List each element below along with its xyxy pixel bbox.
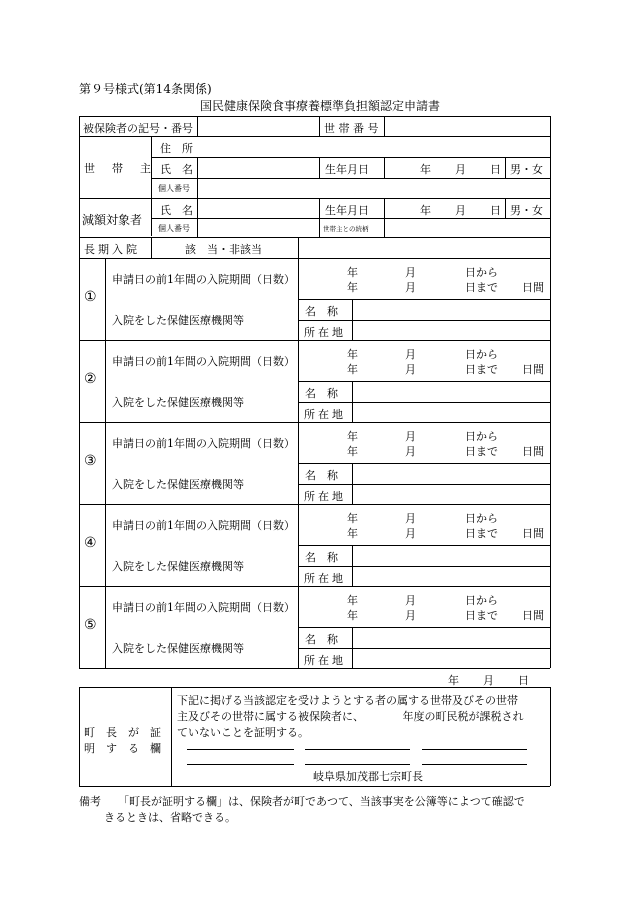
month-label: 月 (405, 609, 416, 622)
period-number: ② (84, 371, 97, 387)
target-name-label: 氏 名 (160, 204, 193, 217)
householder-name-label: 氏 名 (160, 163, 193, 176)
stay-period-label: 申請日の前1年間の入院期間（日数） (112, 519, 295, 532)
year-label: 年 (347, 594, 358, 607)
facility-label: 入院をした保健医療機関等 (112, 314, 244, 327)
days-label: 日間 (522, 527, 544, 540)
until-label: 日まで (465, 363, 498, 376)
facility-location-label: 所在地 (304, 326, 346, 339)
facility-name-label: 名 称 (305, 633, 338, 646)
insured-number-label: 被保険者の記号・番号 (83, 122, 193, 135)
target-id-label: 個人番号 (158, 224, 190, 233)
from-label: 日から (465, 348, 498, 361)
certification-label: 明 す る 欄 (84, 742, 161, 755)
target-sex: 男・女 (510, 204, 543, 217)
until-label: 日まで (465, 527, 498, 540)
form-title: 国民健康保険食事療養標準負担額認定申請書 (199, 99, 440, 113)
days-label: 日間 (522, 609, 544, 622)
facility-name-label: 名 称 (305, 551, 338, 564)
period-number: ④ (84, 535, 97, 551)
signature-line (422, 749, 527, 750)
month-label: 月 (405, 348, 416, 361)
year-label: 年 (347, 363, 358, 376)
year-label: 年 (347, 430, 358, 443)
until-label: 日まで (465, 281, 498, 294)
certification-text: 下記に掲げる当該認定を受けようとする者の属する世帯及びその世帯 (177, 694, 518, 707)
household-number-label: 世 帯 番 号 (324, 122, 379, 135)
reduction-target-label: 減額対象者 (82, 213, 143, 227)
signature-line (187, 749, 294, 750)
days-label: 日間 (522, 445, 544, 458)
month-label: 月 (455, 163, 466, 176)
days-label: 日間 (522, 363, 544, 376)
facility-location-label: 所在地 (304, 572, 346, 585)
from-label: 日から (465, 512, 498, 525)
relation-label: 世帯主との続柄 (323, 225, 369, 233)
month-label: 月 (405, 363, 416, 376)
facility-label: 入院をした保健医療機関等 (112, 478, 244, 491)
long-stay-label: 長期入院 (84, 243, 140, 256)
period-number: ⑤ (84, 617, 97, 633)
facility-name-label: 名 称 (305, 387, 338, 400)
facility-label: 入院をした保健医療機関等 (112, 560, 244, 573)
householder-sex: 男・女 (510, 163, 543, 176)
year-label: 年 (347, 609, 358, 622)
remarks-text: きるときは、省略できる。 (104, 811, 236, 824)
from-label: 日から (465, 594, 498, 607)
date-year: 年 (448, 674, 459, 687)
stay-period-label: 申請日の前1年間の入院期間（日数） (112, 437, 295, 450)
day-label: 日 (490, 204, 501, 217)
from-label: 日から (465, 266, 498, 279)
certification-text: 主及びその世帯に属する被保険者に、 年度の町民税が課税され (177, 710, 524, 723)
stay-period-label: 申請日の前1年間の入院期間（日数） (112, 601, 295, 614)
form-number: 第９号様式(第14条関係) (79, 82, 212, 96)
month-label: 月 (405, 430, 416, 443)
householder-label: 世 帯 主 (84, 162, 154, 175)
facility-location-label: 所在地 (304, 654, 346, 667)
signature-line (187, 764, 294, 765)
address-label: 住 所 (160, 142, 193, 155)
until-label: 日まで (465, 609, 498, 622)
facility-location-label: 所在地 (304, 408, 346, 421)
year-label: 年 (347, 527, 358, 540)
facility-name-label: 名 称 (305, 469, 338, 482)
month-label: 月 (405, 594, 416, 607)
facility-label: 入院をした保健医療機関等 (112, 396, 244, 409)
stay-period-label: 申請日の前1年間の入院期間（日数） (112, 355, 295, 368)
signature-line (305, 764, 410, 765)
month-label: 月 (405, 266, 416, 279)
from-label: 日から (465, 430, 498, 443)
period-number: ③ (84, 453, 97, 469)
householder-id-label: 個人番号 (158, 184, 190, 193)
month-label: 月 (405, 512, 416, 525)
year-label: 年 (347, 281, 358, 294)
remarks-text: 「町長が証明する欄」は、保険者が町であつて、当該事実を公簿等によつて確認で (118, 795, 525, 808)
certification-text: ていないことを証明する。 (177, 726, 309, 739)
date-day: 日 (518, 674, 529, 687)
date-month: 月 (483, 674, 494, 687)
month-label: 月 (405, 445, 416, 458)
month-label: 月 (455, 204, 466, 217)
mayor-name: 岐阜県加茂郡七宗町長 (313, 770, 423, 783)
days-label: 日間 (522, 281, 544, 294)
certification-label: 町 長 が 証 (84, 726, 161, 739)
householder-birth-label: 生年月日 (325, 163, 369, 176)
year-label: 年 (347, 348, 358, 361)
year-label: 年 (347, 445, 358, 458)
long-stay-value: 該 当・非該当 (185, 243, 262, 256)
year-label: 年 (347, 266, 358, 279)
period-number: ① (84, 289, 97, 305)
day-label: 日 (490, 163, 501, 176)
year-label: 年 (347, 512, 358, 525)
facility-label: 入院をした保健医療機関等 (112, 642, 244, 655)
signature-line (305, 749, 410, 750)
until-label: 日まで (465, 445, 498, 458)
signature-line (422, 764, 527, 765)
remarks-label: 備考 (79, 795, 101, 808)
year-label: 年 (420, 163, 431, 176)
year-label: 年 (420, 204, 431, 217)
target-birth-label: 生年月日 (325, 204, 369, 217)
stay-period-label: 申請日の前1年間の入院期間（日数） (112, 273, 295, 286)
month-label: 月 (405, 527, 416, 540)
month-label: 月 (405, 281, 416, 294)
facility-location-label: 所在地 (304, 490, 346, 503)
facility-name-label: 名 称 (305, 305, 338, 318)
